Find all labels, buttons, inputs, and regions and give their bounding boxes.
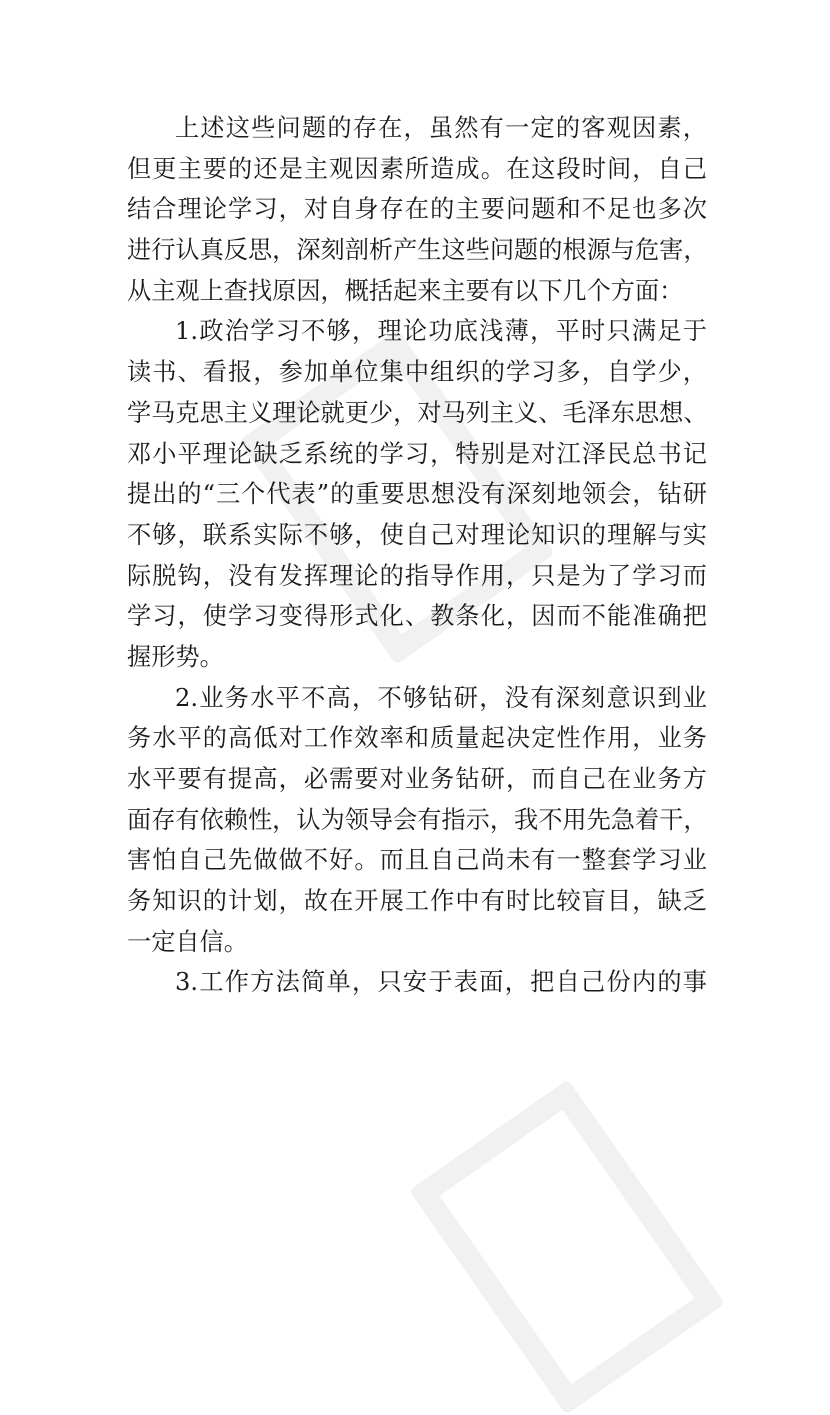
text-line: 学习，使学习变得形式化、教条化，因而不能准确把 xyxy=(127,602,707,631)
text-line: 上述这些问题的存在，虽然有一定的客观因素， xyxy=(175,114,707,142)
text-line: 2.业务水平不高，不够钻研，没有深刻意识到业 xyxy=(175,683,707,712)
paragraph-point-2 xyxy=(127,678,707,963)
paragraph-point-3 xyxy=(127,962,707,1003)
document-body xyxy=(127,108,707,1003)
text-line: 邓小平理论缺乏系统的学习，特别是对江泽民总书记 xyxy=(127,439,707,468)
text-line: 学马克思主义理论就更少，对马列主义、毛泽东思想、 xyxy=(127,398,708,427)
watermark-logo xyxy=(409,1079,725,1415)
text-line: 务知识的计划，故在开展工作中有时比较盲目，缺乏 xyxy=(127,887,707,916)
text-line: 进行认真反思，深刻剖析产生这些问题的根源与危害， xyxy=(127,236,708,265)
text-line: 水平要有提高，必需要对业务钻研，而自己在业务方 xyxy=(127,765,707,793)
text-line: 握形势。 xyxy=(127,642,224,671)
text-line: 一定自信。 xyxy=(127,927,248,956)
paragraph-point-1 xyxy=(127,311,707,677)
text-line: 际脱钩，没有发挥理论的指导作用，只是为了学习而 xyxy=(127,561,707,590)
text-line: 读书、看报，参加单位集中组织的学习多，自学少， xyxy=(127,358,707,387)
text-line: 不够，联系实际不够，使自己对理论知识的理解与实 xyxy=(127,520,707,549)
text-line: 1.政治学习不够，理论功底浅薄，平时只满足于 xyxy=(175,317,707,346)
text-line: 结合理论学习，对自身存在的主要问题和不足也多次 xyxy=(127,195,707,224)
text-line: 但更主要的还是主观因素所造成。在这段时间，自己 xyxy=(127,154,707,183)
paragraph-intro xyxy=(127,108,707,311)
text-line: 3.工作方法简单，只安于表面，把自己份内的事 xyxy=(175,968,707,997)
text-line: 面存有依赖性，认为领导会有指示，我不用先急着干， xyxy=(127,805,708,834)
text-line: 务水平的高低对工作效率和质量起决定性作用，业务 xyxy=(127,724,707,753)
text-line: 害怕自己先做做不好。而且自己尚未有一整套学习业 xyxy=(127,846,707,875)
text-line: 从主观上查找原因，概括起来主要有以下几个方面： xyxy=(127,276,684,305)
text-line: 提出的“三个代表”的重要思想没有深刻地领会，钻研 xyxy=(127,480,707,509)
